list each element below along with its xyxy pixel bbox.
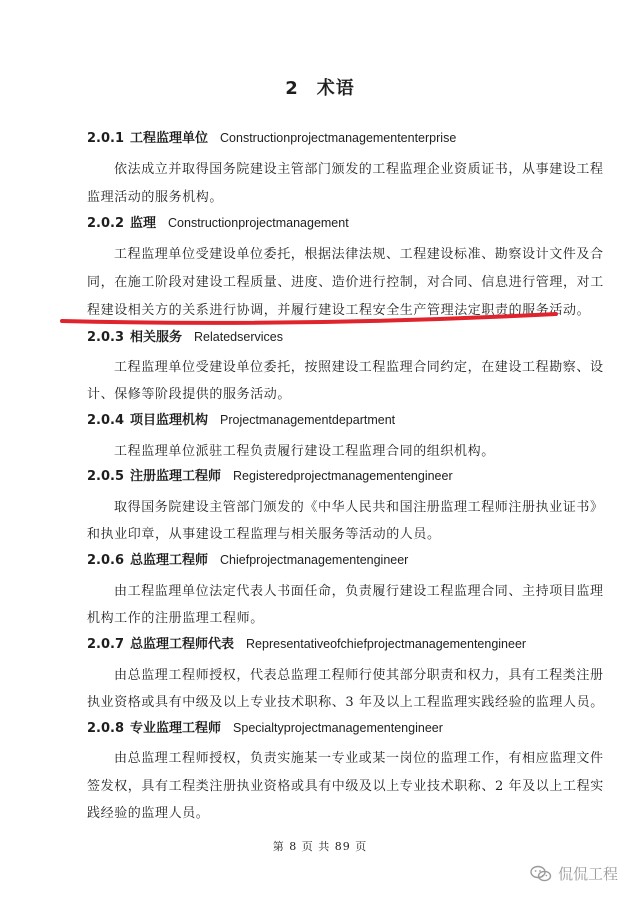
term-code: 2.0.3 bbox=[87, 330, 125, 345]
term-heading bbox=[87, 465, 570, 487]
term-en: Constructionprojectmanagemententerprise bbox=[220, 131, 457, 145]
definition-line: 同，在施工阶段对建设工程质量、进度、造价进行控制，对合同、信息进行管理，对工 bbox=[87, 275, 604, 290]
term-zh: 监理 bbox=[130, 216, 157, 231]
definition-line: 计、保修等阶段提供的服务活动。 bbox=[87, 387, 292, 402]
term-en: Relatedservices bbox=[194, 330, 283, 344]
term-code: 2.0.5 bbox=[87, 469, 125, 484]
term-en: Chiefprojectmanagementengineer bbox=[220, 553, 409, 567]
definition-line: 由总监理工程师授权，代表总监理工程师行使其部分职责和权力，具有工程类注册 bbox=[114, 668, 604, 683]
term-code: 2.0.8 bbox=[87, 721, 125, 736]
term-heading bbox=[87, 212, 570, 234]
term-code: 2.0.6 bbox=[87, 553, 125, 568]
term-zh: 相关服务 bbox=[130, 330, 183, 345]
term-zh: 总监理工程师代表 bbox=[130, 637, 235, 652]
term-code: 2.0.2 bbox=[87, 216, 125, 231]
term-heading bbox=[87, 127, 570, 149]
definition-line: 工程监理单位派驻工程负责履行建设工程监理合同的组织机构。 bbox=[114, 444, 495, 459]
watermark-text: 侃侃工程 bbox=[557, 865, 618, 883]
term-heading bbox=[87, 633, 570, 655]
term-heading bbox=[87, 549, 570, 571]
definition-line: 工程监理单位受建设单位委托，按照建设工程监理合同约定，在建设工程勘察、设 bbox=[114, 360, 604, 375]
definition-line: 取得国务院建设主管部门颁发的《中华人民共和国注册监理工程师注册执业证书》 bbox=[114, 500, 604, 515]
definition-line: 监理活动的服务机构。 bbox=[87, 190, 224, 205]
term-en: Representativeofchiefprojectmanagementengineer bbox=[246, 637, 527, 651]
term-code: 2.0.7 bbox=[87, 637, 125, 652]
chapter-title bbox=[0, 74, 640, 100]
term-zh: 注册监理工程师 bbox=[130, 469, 222, 484]
chapter-title-text: 术语 bbox=[316, 78, 355, 99]
term-en: Projectmanagementdepartment bbox=[220, 413, 396, 427]
term-heading bbox=[87, 717, 570, 739]
definition-line: 由总监理工程师授权，负责实施某一专业或某一岗位的监理工作，有相应监理文件 bbox=[114, 751, 604, 766]
term-zh: 总监理工程师 bbox=[130, 553, 209, 568]
definition-line: 程建设相关方的关系进行协调，并履行建设工程安全生产管理法定职责的服务活动。 bbox=[87, 303, 591, 318]
term-zh: 专业监理工程师 bbox=[130, 721, 222, 736]
term-en: Specialtyprojectmanagementengineer bbox=[233, 721, 443, 735]
definition-line: 由工程监理单位法定代表人书面任命，负责履行建设工程监理合同、主持项目监理 bbox=[114, 584, 604, 599]
term-zh: 工程监理单位 bbox=[130, 131, 209, 146]
chapter-number: 2 bbox=[285, 78, 299, 99]
definition-line: 签发权，具有工程类注册执业资格或具有中级及以上专业技术职称、2 年及以上工程实 bbox=[87, 779, 604, 794]
definition-line: 机构工作的注册监理工程师。 bbox=[87, 611, 264, 626]
term-en: Registeredprojectmanagementengineer bbox=[233, 469, 453, 483]
wechat-watermark bbox=[530, 863, 618, 884]
term-en: Constructionprojectmanagement bbox=[168, 216, 349, 230]
definition-line: 工程监理单位受建设单位委托，根据法律法规、工程建设标准、勘察设计文件及合 bbox=[114, 247, 604, 262]
page-footer: 第 8 页 共 89 页 bbox=[272, 840, 368, 853]
term-zh: 项目监理机构 bbox=[130, 413, 209, 428]
definition-line: 和执业印章，从事建设工程监理与相关服务等活动的人员。 bbox=[87, 527, 441, 542]
term-heading bbox=[87, 326, 570, 348]
wechat-icon bbox=[530, 865, 552, 883]
term-code: 2.0.1 bbox=[87, 131, 125, 146]
definition-line: 践经验的监理人员。 bbox=[87, 806, 210, 821]
term-heading bbox=[87, 409, 570, 431]
definition-line: 依法成立并取得国务院建设主管部门颁发的工程监理企业资质证书，从事建设工程 bbox=[114, 162, 604, 177]
term-code: 2.0.4 bbox=[87, 413, 125, 428]
definition-line: 执业资格或具有中级及以上专业技术职称、3 年及以上工程监理实践经验的监理人员。 bbox=[87, 695, 604, 710]
